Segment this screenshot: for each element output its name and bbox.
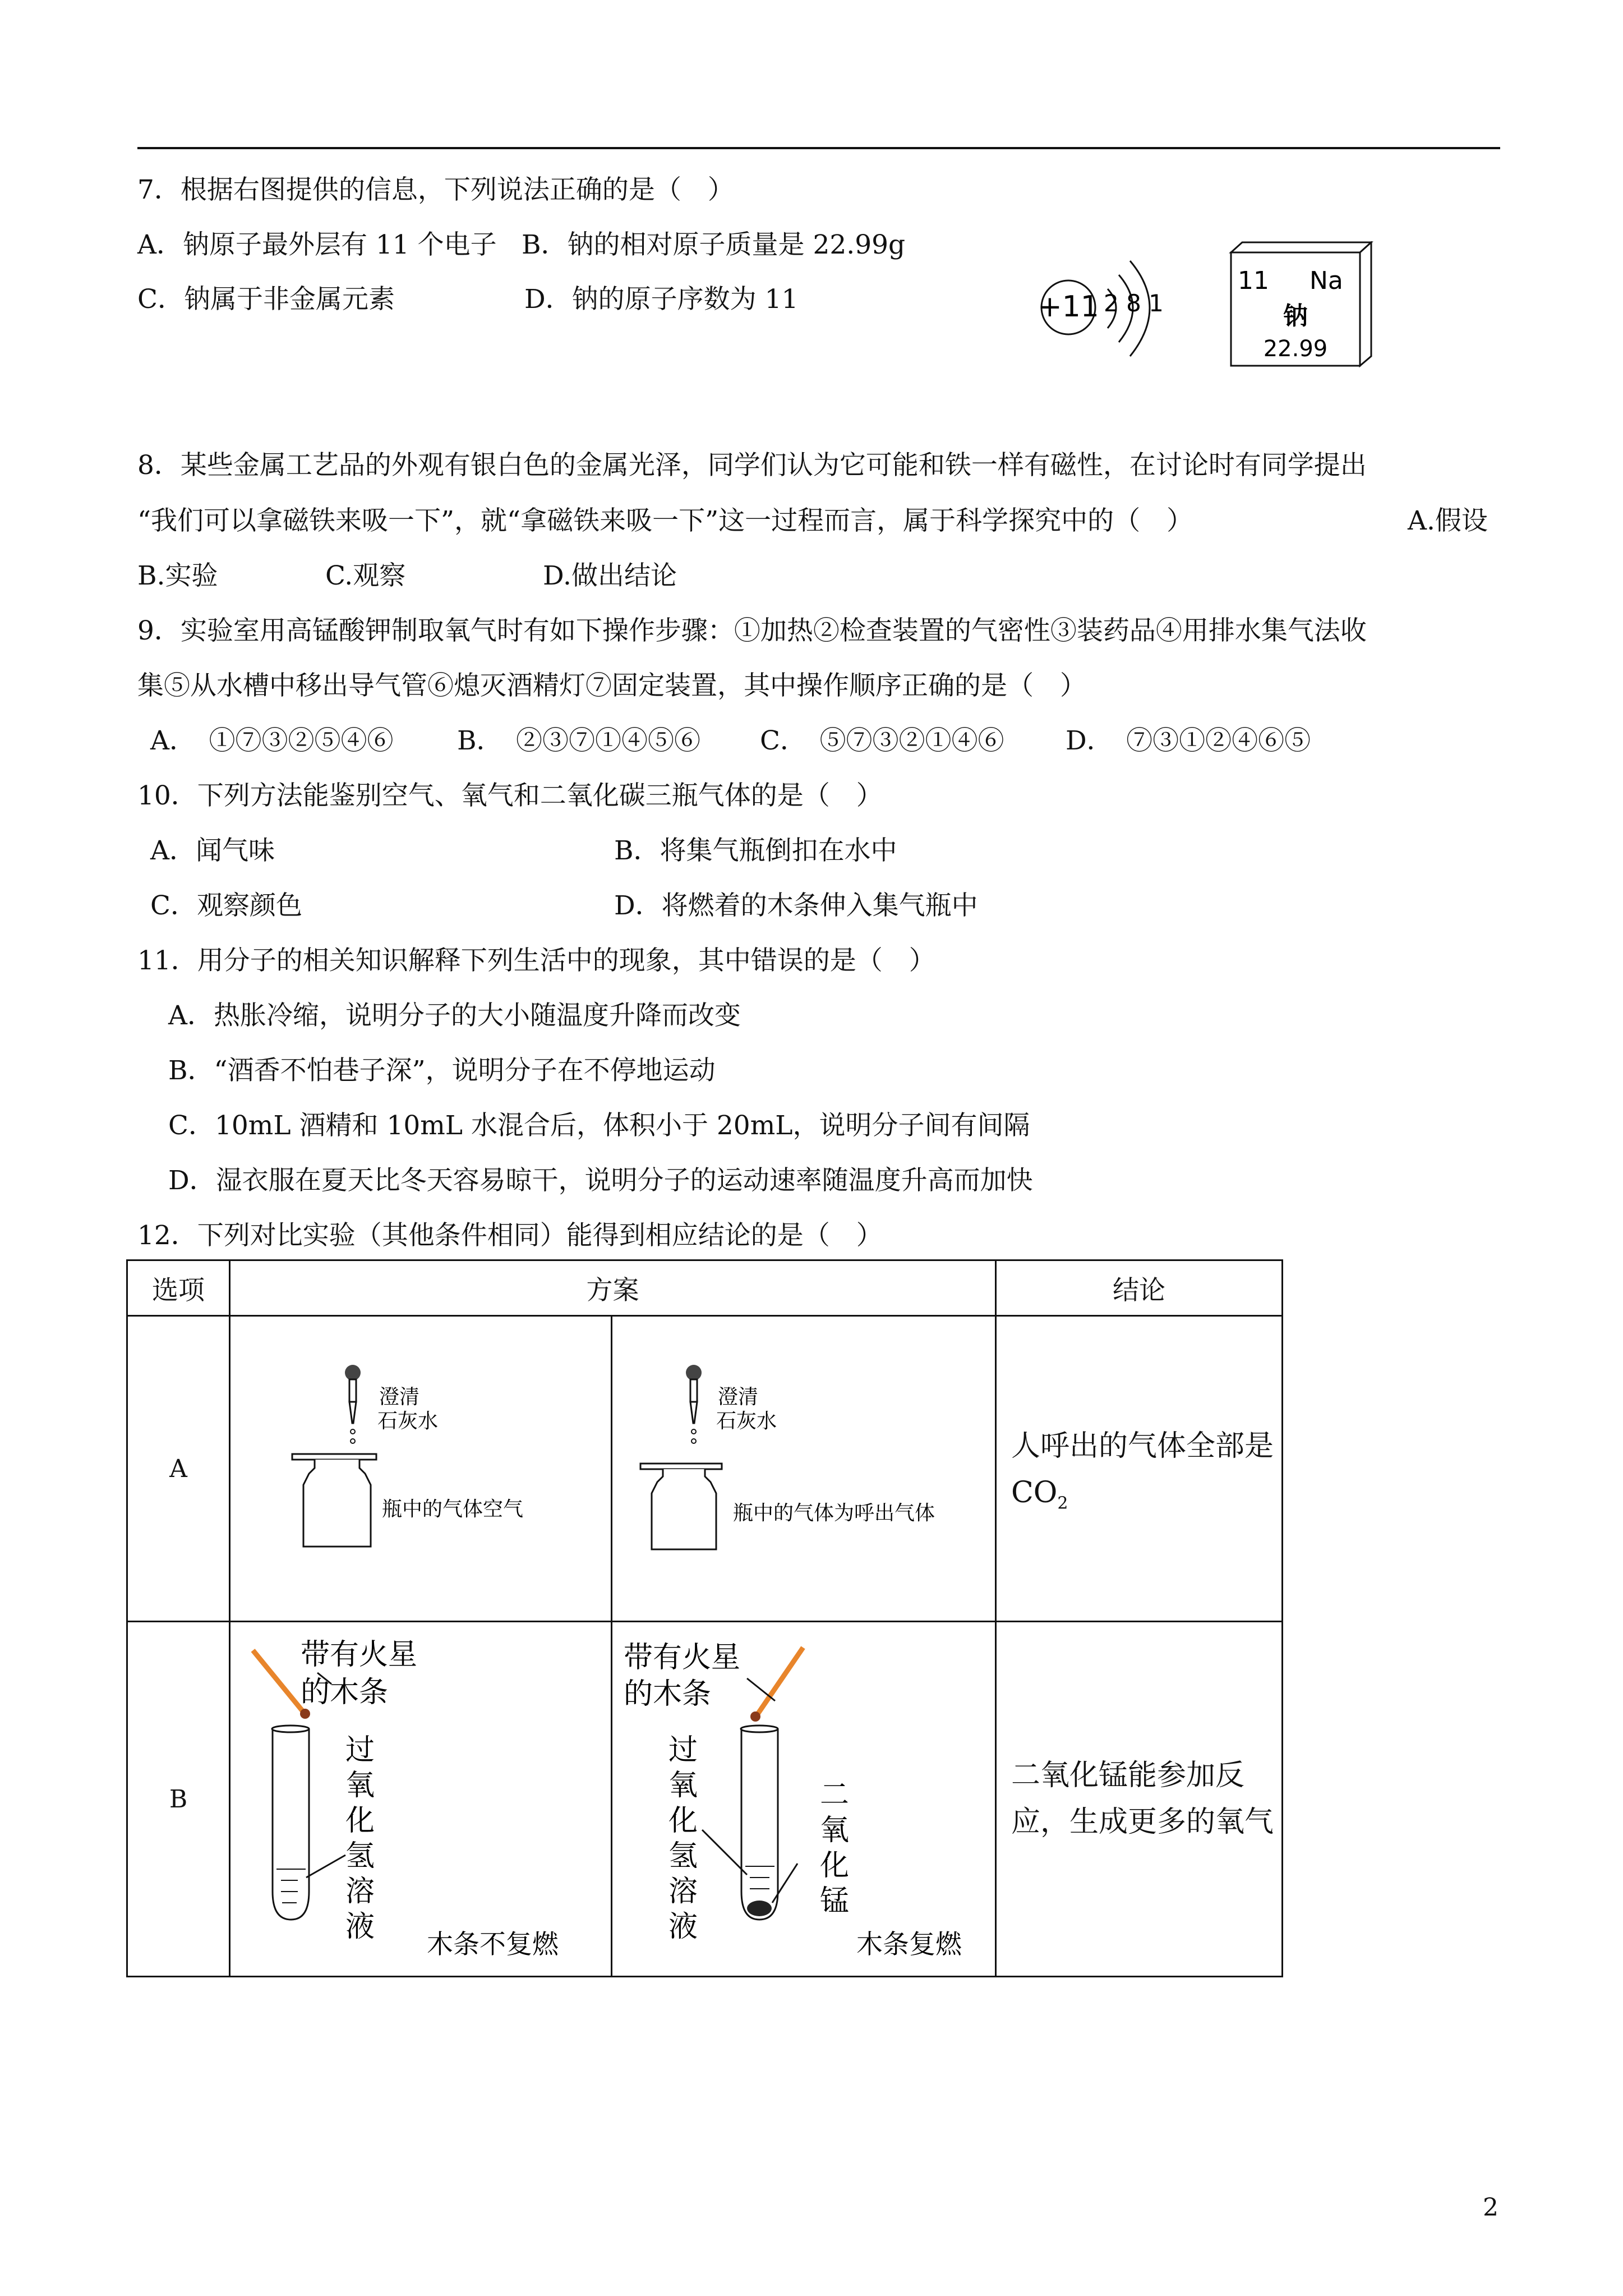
header-rule bbox=[137, 147, 1500, 149]
table-row-a bbox=[127, 1316, 1283, 1622]
solution-char-4: 氢 bbox=[668, 1839, 698, 1873]
header-option: 选项 bbox=[127, 1260, 230, 1316]
q7-stem: 7．根据右图提供的信息，下列说法正确的是（ ） bbox=[137, 174, 734, 205]
atom-structure-diagram bbox=[1032, 236, 1245, 370]
q9-line-2: 集⑤从水槽中移出导气管⑥熄灭酒精灯⑦固定装置，其中操作顺序正确的是（ ） bbox=[137, 670, 1086, 701]
q10-option-a: A．闻气味 bbox=[150, 835, 275, 866]
row-a-left-diagram bbox=[230, 1316, 612, 1622]
row-b-right-diagram bbox=[612, 1622, 996, 1977]
q8-option-a: A.假设 bbox=[1408, 505, 1488, 536]
q11-stem: 11．用分子的相关知识解释下列生活中的现象，其中错误的是（ ） bbox=[137, 945, 935, 976]
solution-char-5: 溶 bbox=[668, 1875, 698, 1908]
q11-option-b: B．“酒香不怕巷子深”，说明分子在不停地运动 bbox=[168, 1055, 716, 1086]
left-bottle-caption: 瓶中的气体空气 bbox=[382, 1498, 524, 1521]
row-a-right-diagram bbox=[612, 1316, 996, 1622]
q9-option-b: B． ②③⑦①④⑤⑥ bbox=[457, 725, 701, 756]
row-b-option: B bbox=[127, 1622, 230, 1977]
solution-char-6: 液 bbox=[345, 1910, 375, 1944]
splint-label-1: 带有火星 bbox=[624, 1641, 741, 1674]
q7-option-a: A．钠原子最外层有 11 个电子 bbox=[137, 229, 497, 260]
mno2-char-2: 氧 bbox=[820, 1814, 850, 1847]
q10-option-c: C．观察颜色 bbox=[150, 890, 302, 921]
table-header-row bbox=[127, 1260, 1283, 1316]
atomic-mass: 22.99 bbox=[1263, 336, 1328, 362]
q8-option-c: C.观察 bbox=[325, 560, 406, 591]
q10-option-b: B．将集气瓶倒扣在水中 bbox=[614, 835, 897, 866]
row-a-conclusion-text: 人呼出的气体全部是 CO bbox=[1011, 1429, 1274, 1510]
splint-label-2: 的木条 bbox=[301, 1676, 389, 1709]
mno2-char-4: 锰 bbox=[820, 1884, 850, 1918]
row-b-left-diagram bbox=[230, 1622, 612, 1977]
row-b-conclusion-text: 二氧化锰能参加反应，生成更多的氧气 bbox=[1011, 1758, 1274, 1839]
left-result-caption: 木条不复燃 bbox=[427, 1929, 559, 1960]
q12-table bbox=[126, 1259, 1283, 1977]
element-symbol: Na bbox=[1310, 266, 1343, 295]
q11-option-d: D．湿衣服在夏天比冬天容易晾干，说明分子的运动速率随温度升高而加快 bbox=[168, 1165, 1033, 1196]
dropper-label-2: 石灰水 bbox=[377, 1410, 439, 1433]
solution-char-2: 氧 bbox=[345, 1769, 375, 1802]
mno2-char-3: 化 bbox=[820, 1849, 850, 1883]
solution-char-2: 氧 bbox=[668, 1769, 698, 1802]
header-plan: 方案 bbox=[230, 1260, 996, 1316]
q9-line-1: 9．实验室用高锰酸钾制取氧气时有如下操作步骤：①加热②检查装置的气密性③装药品④用排水集气法收 bbox=[137, 615, 1367, 646]
q11-option-a: A．热胀冷缩，说明分子的大小随温度升降而改变 bbox=[168, 1000, 741, 1031]
row-a-conclusion-subscript: 2 bbox=[1057, 1493, 1068, 1513]
solution-char-3: 化 bbox=[668, 1804, 698, 1838]
solution-char-1: 过 bbox=[668, 1733, 698, 1767]
q10-stem: 10．下列方法能鉴别空气、氧气和二氧化碳三瓶气体的是（ ） bbox=[137, 780, 883, 811]
splint-label-1: 带有火星 bbox=[301, 1638, 418, 1672]
page-number: 2 bbox=[1483, 2193, 1498, 2222]
atomic-number: 11 bbox=[1238, 266, 1269, 295]
element-name: 钠 bbox=[1283, 302, 1308, 330]
q9-option-d: D． ⑦③①②④⑥⑤ bbox=[1066, 725, 1311, 756]
q10-option-d: D．将燃着的木条伸入集气瓶中 bbox=[614, 890, 978, 921]
element-card bbox=[1225, 241, 1388, 376]
dropper-label-2: 石灰水 bbox=[716, 1410, 777, 1433]
table-row-b bbox=[127, 1622, 1283, 1977]
splint-h2o2-tube-figure bbox=[230, 1622, 611, 1973]
mno2-char-1: 二 bbox=[820, 1778, 850, 1812]
q7-option-d: D．钠的原子序数为 11 bbox=[524, 284, 799, 315]
q11-option-c: C．10mL 酒精和 10mL 水混合后，体积小于 20mL，说明分子间有间隔 bbox=[168, 1110, 1030, 1141]
limewater-air-bottle-figure bbox=[230, 1317, 611, 1618]
solution-char-6: 液 bbox=[668, 1910, 698, 1944]
q12-stem: 12．下列对比实验（其他条件相同）能得到相应结论的是（ ） bbox=[137, 1220, 883, 1251]
row-a-option: A bbox=[127, 1316, 230, 1622]
limewater-exhaled-bottle-figure bbox=[612, 1317, 995, 1618]
solution-char-4: 氢 bbox=[345, 1839, 375, 1873]
q8-option-d: D.做出结论 bbox=[543, 560, 677, 591]
q9-option-a: A． ①⑦③②⑤④⑥ bbox=[150, 725, 394, 756]
dropper-label-1: 澄清 bbox=[718, 1386, 759, 1409]
splint-label-2: 的木条 bbox=[624, 1677, 712, 1711]
dropper-label-1: 澄清 bbox=[379, 1386, 420, 1409]
solution-char-3: 化 bbox=[345, 1804, 375, 1838]
splint-h2o2-mno2-tube-figure bbox=[612, 1622, 995, 1973]
right-result-caption: 木条复燃 bbox=[856, 1929, 962, 1960]
right-bottle-caption: 瓶中的气体为呼出气体 bbox=[733, 1502, 935, 1525]
row-a-conclusion bbox=[996, 1316, 1283, 1622]
solution-char-5: 溶 bbox=[345, 1875, 375, 1908]
q7-option-c: C．钠属于非金属元素 bbox=[137, 284, 395, 315]
q9-option-c: C． ⑤⑦③②①④⑥ bbox=[760, 725, 1004, 756]
q7-option-b: B．钠的相对原子质量是 22.99g bbox=[522, 229, 906, 260]
q8-option-b: B.实验 bbox=[137, 560, 218, 591]
nucleus-charge: +11 bbox=[1038, 290, 1099, 324]
q8-line-1: 8．某些金属工艺品的外观有银白色的金属光泽，同学们认为它可能和铁一样有磁性，在讨论时有同学提出 bbox=[137, 450, 1367, 481]
header-conclusion: 结论 bbox=[996, 1260, 1283, 1316]
row-b-conclusion bbox=[996, 1622, 1283, 1977]
q8-line-2: “我们可以拿磁铁来吸一下”，就“拿磁铁来吸一下”这一过程而言，属于科学探究中的（ ） bbox=[137, 505, 1193, 536]
electron-shells: 2 8 1 bbox=[1104, 289, 1164, 317]
solution-char-1: 过 bbox=[345, 1733, 375, 1767]
